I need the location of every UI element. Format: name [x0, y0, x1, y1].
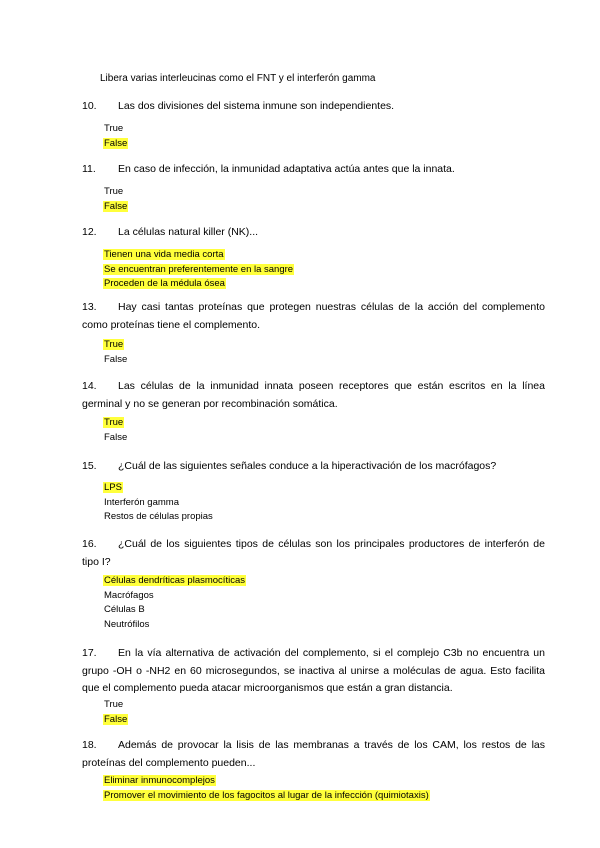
question-number: 17.	[82, 647, 97, 659]
answer-option-label: Proceden de la médula ósea	[104, 278, 225, 289]
question-11	[82, 161, 545, 179]
answer-option-label: Promover el movimiento de los fagocitos al lugar de la infección (quimiotaxis)	[104, 789, 429, 801]
answer-option	[103, 589, 246, 604]
answer-option	[103, 496, 214, 511]
highlighted-answer-option	[103, 338, 128, 353]
answer-option-label: Células dendríticas plasmocíticas	[104, 575, 245, 586]
answer-options	[103, 185, 128, 214]
question-text: Las dos divisiones del sistema inmune son independientes.	[118, 100, 395, 112]
question-text: En la vía alternativa de activación del complemento, si el complejo C3b no encuentra un grupo -OH o -NH2 en 60 microsegundos, se inactiva al unirse a moléculas de agua. Esto facilita que el complemento pueda atacar microorganismos que están a gran distancia.	[82, 647, 545, 694]
answer-options	[103, 774, 430, 803]
answer-option-label: False	[104, 200, 128, 212]
highlighted-answer-option	[103, 137, 128, 152]
answer-option	[103, 431, 128, 446]
highlighted-answer-option	[103, 248, 294, 263]
answer-options	[103, 698, 128, 727]
highlighted-answer-option	[103, 416, 128, 431]
answer-option	[103, 353, 128, 368]
answer-option-label: Eliminar inmunocomplejos	[104, 775, 215, 786]
answer-option-label: LPS	[104, 482, 122, 493]
question-number: 13.	[82, 301, 97, 313]
answer-option-label: Macrófagos	[104, 589, 154, 601]
answer-option-label: Restos de células propias	[104, 511, 213, 522]
answer-option-label: True	[104, 186, 124, 197]
answer-options	[103, 416, 128, 445]
answer-option	[103, 122, 128, 137]
answer-option-label: Células B	[104, 604, 145, 615]
answer-options	[103, 338, 128, 367]
question-16	[82, 536, 545, 571]
answer-option	[103, 185, 128, 200]
highlighted-answer-option	[103, 200, 128, 215]
question-14	[82, 378, 545, 413]
question-15	[82, 458, 545, 476]
lead-text: Libera varias interleucinas como el FNT y el interferón gamma	[100, 73, 376, 84]
question-text: En caso de infección, la inmunidad adaptativa actúa antes que la innata.	[118, 163, 455, 175]
question-text: La células natural killer (NK)...	[118, 226, 259, 238]
highlighted-answer-option	[103, 574, 246, 589]
question-number: 11.	[82, 163, 96, 175]
question-number: 10.	[82, 100, 97, 112]
question-text: Además de provocar la lisis de las membranas a través de los CAM, los restos de las proteínas del complemento pueden...	[82, 739, 545, 769]
highlighted-answer-option	[103, 481, 214, 496]
answer-option	[103, 698, 128, 713]
question-text: ¿Cuál de las siguientes señales conduce a la hiperactivación de los macrófagos?	[118, 460, 497, 472]
question-number: 12.	[82, 226, 97, 238]
highlighted-answer-option	[103, 789, 430, 804]
answer-options	[103, 248, 294, 292]
answer-option-label: Interferón gamma	[104, 496, 179, 508]
question-text: Hay casi tantas proteínas que protegen nuestras células de la acción del complemento como proteínas tiene el complemento.	[82, 301, 545, 331]
answer-option	[103, 618, 246, 633]
highlighted-answer-option	[103, 774, 430, 789]
question-number: 14.	[82, 380, 97, 392]
answer-options	[103, 481, 214, 525]
answer-options	[103, 122, 128, 151]
question-13	[82, 299, 545, 334]
highlighted-answer-option	[103, 277, 294, 292]
question-number: 15.	[82, 460, 97, 472]
question-number: 18.	[82, 739, 97, 751]
answer-option-label: False	[104, 713, 128, 725]
question-10	[82, 98, 545, 116]
answer-option-label: Se encuentran preferentemente en la sangre	[104, 263, 294, 275]
question-12	[82, 224, 545, 242]
answer-option	[103, 603, 246, 618]
answer-option-label: True	[104, 123, 124, 134]
question-number: 16.	[82, 538, 97, 550]
answer-option	[103, 510, 214, 525]
answer-option-label: True	[104, 339, 124, 350]
answer-option-label: Neutrófilos	[104, 618, 150, 630]
answer-option-label: True	[104, 417, 124, 428]
answer-option-label: Tienen una vida media corta	[104, 249, 224, 260]
answer-options	[103, 574, 246, 632]
question-text: ¿Cuál de los siguientes tipos de células son los principales productores de interferón de tipo I?	[82, 538, 545, 568]
answer-option-label: True	[104, 699, 124, 710]
question-17	[82, 645, 545, 698]
highlighted-answer-option	[103, 263, 294, 278]
question-18	[82, 737, 545, 772]
answer-option-label: False	[104, 431, 128, 443]
answer-option-label: False	[104, 137, 128, 149]
highlighted-answer-option	[103, 713, 128, 728]
question-text: Las células de la inmunidad innata poseen receptores que están escritos en la línea germinal y no se generan por recombinación somática.	[82, 380, 545, 410]
answer-option-label: False	[104, 353, 128, 365]
